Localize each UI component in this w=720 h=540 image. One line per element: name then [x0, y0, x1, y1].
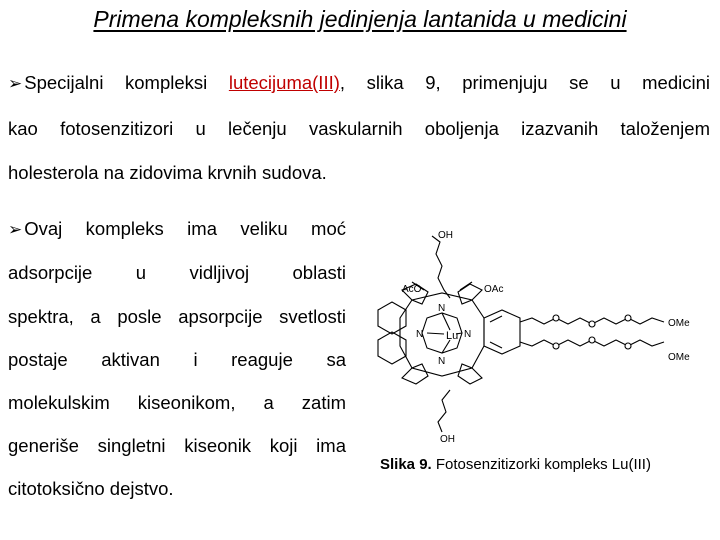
- bullet-2-line-4: postaje aktivan i reaguje sa: [8, 349, 346, 370]
- oac-label: OAc: [484, 284, 504, 295]
- n-label-bottom: N: [438, 356, 446, 367]
- caption-text: Fotosenzitizorki kompleks Lu(III): [431, 456, 651, 473]
- pyrrole-top-right: [458, 284, 482, 304]
- bullet-2-line-1: [8, 218, 346, 240]
- bullet-2-line-7: citotoksično dejstvo.: [8, 478, 174, 499]
- bullet-2-line-2: adsorpcije u vidljivoj oblasti: [8, 262, 346, 283]
- arrow-bullet-icon: ➢: [8, 74, 23, 93]
- page-title: Primena kompleksnih jedinjenja lantanida u medicini: [93, 6, 627, 32]
- left-ring-2: [378, 332, 406, 364]
- pyrrole-bottom-left: [402, 364, 428, 384]
- bottom-chain: [438, 390, 450, 432]
- n-label-right: N: [464, 329, 472, 340]
- left-ring: [378, 302, 406, 334]
- ome-top-label: OMe: [668, 318, 690, 329]
- bullet-2-line-3: spektra, a posle apsorpcije svetlosti: [8, 306, 346, 327]
- ome-bottom-label: OMe: [668, 352, 690, 363]
- lutetium-highlight: lutecijuma(III): [228, 72, 340, 93]
- bullet-1-line-3: holesterola na zidovima krvnih sudova.: [8, 162, 327, 183]
- top-chain: [432, 236, 450, 298]
- oh-bottom-label: OH: [440, 434, 455, 445]
- lu-label: Lu: [446, 330, 459, 342]
- caption-label: Slika 9.: [380, 456, 432, 473]
- arrow-bullet-icon: ➢: [8, 220, 23, 239]
- aco-label: AcO: [402, 284, 422, 295]
- pyrrole-bottom-right: [458, 364, 482, 384]
- lutetium-complex-structure: [372, 218, 702, 448]
- oh-top-label: OH: [438, 230, 453, 241]
- bullet-1-line-2: kao fotosenzitizori u lečenju vaskularnih oboljenja izazvanih taloženjem: [8, 118, 710, 139]
- n-label-top: N: [438, 303, 446, 314]
- bullet-1-line-1: [8, 72, 710, 94]
- bullet-1-text-suffix: , slika 9, primenjuju se u medicini: [339, 72, 710, 93]
- bullet-1-text: Specijalni kompleksi: [24, 72, 229, 93]
- bullet-2-line-6: generiše singletni kiseonik koji ima: [8, 435, 346, 456]
- n-label-left: N: [416, 329, 424, 340]
- figure-caption: [380, 456, 651, 473]
- bullet-2-text: Ovaj kompleks ima veliku moć: [24, 218, 346, 239]
- bullet-2-line-5: molekulskim kiseonikom, a zatim: [8, 392, 346, 413]
